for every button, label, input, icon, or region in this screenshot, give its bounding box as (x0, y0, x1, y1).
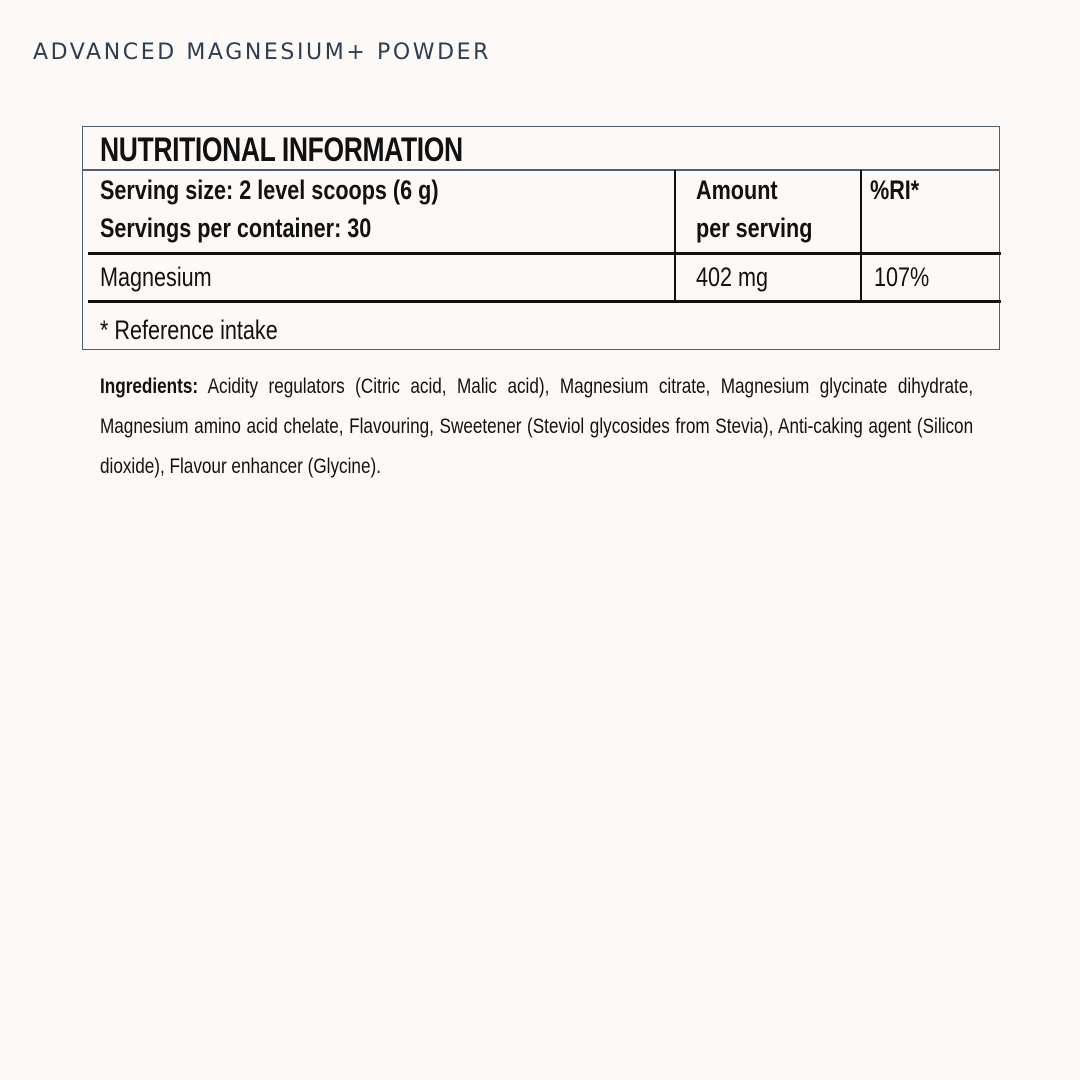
product-title: ADVANCED MAGNESIUM+ POWDER (33, 40, 492, 65)
servings-per-container: Servings per container: 30 (100, 213, 372, 243)
ingredients-label: Ingredients: (100, 375, 199, 398)
panel-title: NUTRITIONAL INFORMATION (100, 131, 463, 169)
column-divider-ri (860, 170, 862, 301)
ingredients-text: Acidity regulators (Citric acid, Malic acid), Magnesium citrate, Magnesium glycinate dihydrate, Magnesium amino acid chelate, Flavouring, Sweetener (Steviol glycosides from Stevia), Anti-caking agent (Silicon dioxide), Flavour enhancer (Glycine). (100, 375, 974, 478)
nutrition-panel (82, 126, 1000, 350)
column-divider-amount (674, 170, 676, 301)
nutrient-amount: 402 mg (696, 262, 769, 292)
ingredients-block (100, 367, 973, 487)
serving-size: Serving size: 2 level scoops (6 g) (100, 175, 439, 205)
footnote: * Reference intake (100, 315, 278, 345)
amount-header-line1: Amount (696, 175, 778, 205)
row-rule (88, 300, 1001, 303)
nutrient-ri: 107% (874, 262, 930, 292)
header-rule (88, 252, 1001, 255)
ri-header: %RI* (870, 175, 920, 205)
nutrient-name: Magnesium (100, 262, 212, 292)
amount-header-line2: per serving (696, 213, 813, 243)
